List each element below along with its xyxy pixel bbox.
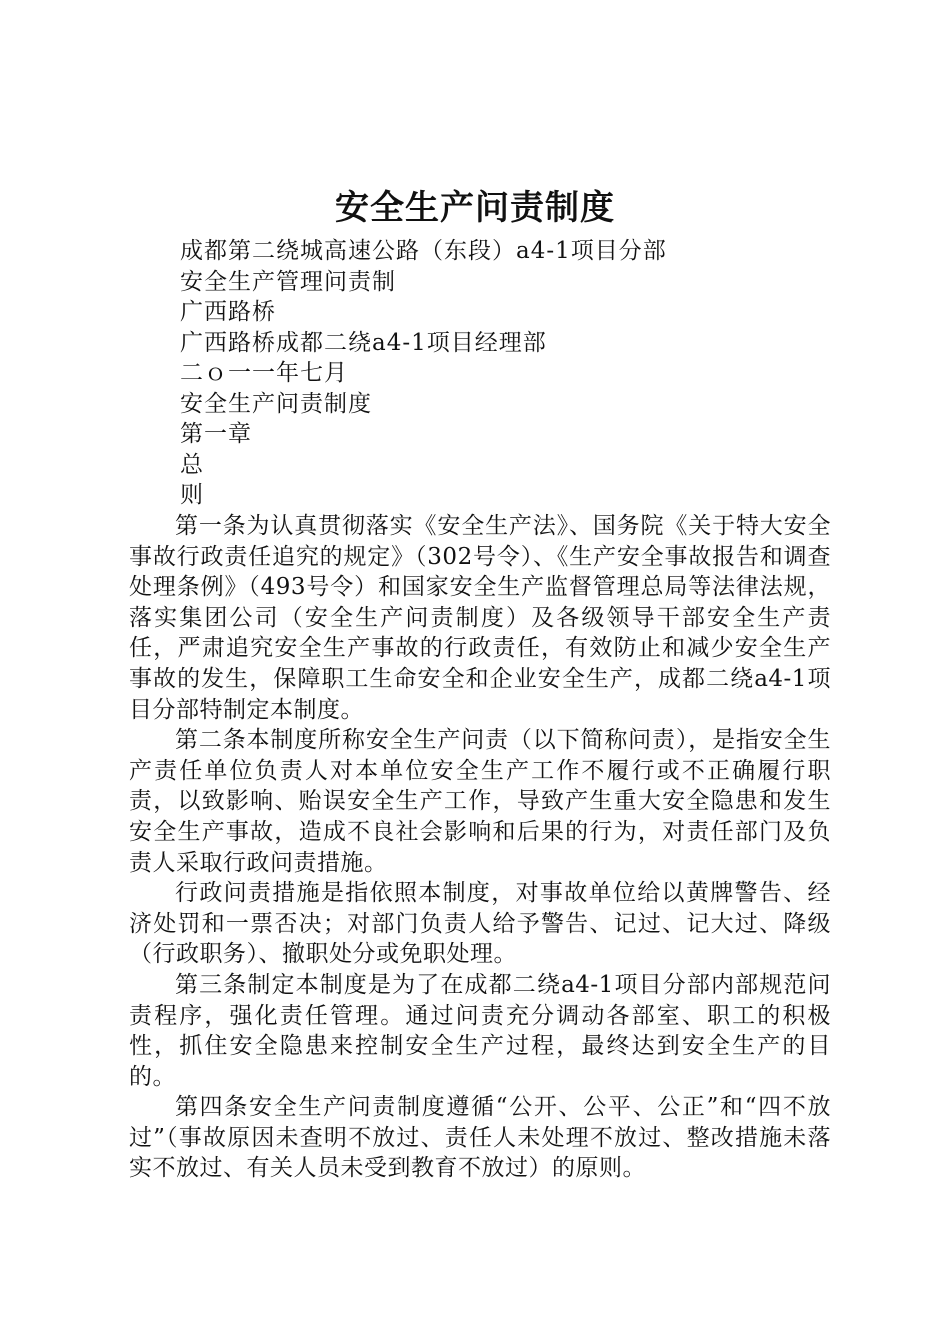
header-line-project: 成都第二绕城高速公路（东段）a4-1项目分部 bbox=[180, 238, 667, 264]
header-line-company: 广西路桥 bbox=[180, 299, 276, 325]
chapter-title-part-2: 则 bbox=[180, 482, 204, 508]
chapter-heading: 第一章 bbox=[180, 421, 252, 447]
article-3-paragraph: 第三条制定本制度是为了在成都二绕a4-1项目分部内部规范问责程序，强化责任管理。通过问责充分调动各部室、职工的积极性，抓住安全隐患来控制安全生产过程，最终达到安全生产的目的。 bbox=[129, 971, 831, 1090]
header-line-date: 二ｏ一一年七月 bbox=[180, 360, 348, 386]
document-title: 安全生产问责制度 bbox=[335, 188, 615, 228]
document-body bbox=[129, 511, 831, 1184]
document-header-block bbox=[180, 236, 860, 511]
header-line-department: 广西路桥成都二绕a4-1项目经理部 bbox=[180, 329, 547, 356]
header-line-subtitle: 安全生产问责制度 bbox=[180, 390, 372, 417]
article-2-paragraph: 第二条本制度所称安全生产问责（以下简称问责），是指安全生产责任单位负责人对本单位安全生产工作不履行或不正确履行职责，以致影响、贻误安全生产工作，导致产生重大安全隐患和发生安全生产事故，造成不良社会影响和后果的行为，对责任部门及负责人采取行政问责措施。 bbox=[129, 727, 831, 876]
article-4-paragraph: 第四条安全生产问责制度遵循“公开、公平、公正”和“四不放过”（事故原因未查明不放过、责任人未处理不放过、整改措施未落实不放过、有关人员未受到教育不放过）的原则。 bbox=[129, 1094, 831, 1182]
header-line-system-name: 安全生产管理问责制 bbox=[180, 268, 396, 295]
article-1-paragraph: 第一条为认真贯彻落实《安全生产法》、国务院《关于特大安全事故行政责任追究的规定》（302号令）、《生产安全事故报告和调查处理条例》（493号令）和国家安全生产监督管理总局等法律法规，落实集团公司（安全生产问责制度）及各级领导干部安全生产责任，严肃追究安全生产事故的行政责任，有效防止和减少安全生产事故的发生，保障职工生命安全和企业安全生产，成都二绕a4-1项目分部特制定本制度。 bbox=[129, 513, 831, 723]
chapter-title-part-1: 总 bbox=[180, 451, 204, 478]
administrative-measures-paragraph: 行政问责措施是指依照本制度，对事故单位给以黄牌警告、经济处罚和一票否决；对部门负责人给予警告、记过、记大过、降级（行政职务）、撤职处分或免职处理。 bbox=[129, 880, 831, 968]
